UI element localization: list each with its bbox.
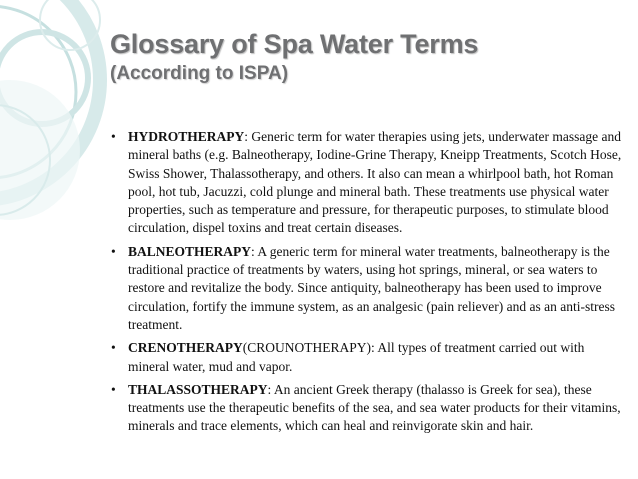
slide-subtitle: (According to ISPA): [110, 63, 289, 84]
glossary-definition: : Generic term for water therapies using jets, underwater massage and mineral baths (e.g. Balneotherapy, Iodine-Grine Therapy, Kneipp Treatments, Scotch Hose, Swiss Shower, Thalassotherapy, and others. It also can mean a whirlpool bath, hot Roman pool, hot tub, Jacuzzi, cold plunge and mineral bath. These treatments use physical water properties, such as temperature and pressure, for therapeutic purposes, to stimulate blood circulation, dispel toxins and treat certain diseases.: [128, 129, 622, 236]
glossary-definition: : A generic term for mineral water treatments, balneotherapy is the traditional practice of treatments by waters, using hot springs, mineral, or sea waters to restore and revitalize the body. Since antiquity, balneotherapy has been used to improve circulation, fortify the immune system, as an analgesic (pain reliever) and as an anti-stress treatment.: [128, 243, 615, 332]
glossary-item-hydrotherapy: [111, 128, 623, 238]
glossary-term: THALASSOTHERAPY: [128, 381, 268, 397]
glossary-term-aside: (CROUNOTHERAPY): [242, 340, 372, 356]
glossary-item-balneotherapy: [111, 243, 623, 334]
glossary-definition: : All types of treatment carried out with mineral water, mud and vapor.: [128, 340, 585, 374]
glossary-definition: : An ancient Greek therapy (thalasso is Greek for sea), these treatments use the therapeutic benefits of the sea, and sea water products for their vitamins, minerals and trace elements, which can heal and reinvigorate skin and hair.: [128, 381, 621, 434]
bullet-icon: •: [111, 243, 116, 259]
bullet-icon: •: [111, 340, 116, 356]
glossary-term: HYDROTHERAPY: [128, 129, 245, 144]
slide-header: [110, 28, 620, 86]
glossary-item-thalassotherapy: [111, 381, 623, 436]
bullet-icon: •: [111, 381, 116, 397]
glossary-term: CRENOTHERAPY: [128, 340, 243, 356]
slide-title: Glossary of Spa Water Terms: [110, 29, 479, 59]
deco-circle-fill: [0, 80, 80, 220]
glossary-term: BALNEOTHERAPY: [128, 243, 252, 259]
bullet-icon: •: [111, 129, 116, 144]
glossary-item-crenotherapy: [111, 339, 623, 376]
glossary-list: [111, 128, 623, 441]
